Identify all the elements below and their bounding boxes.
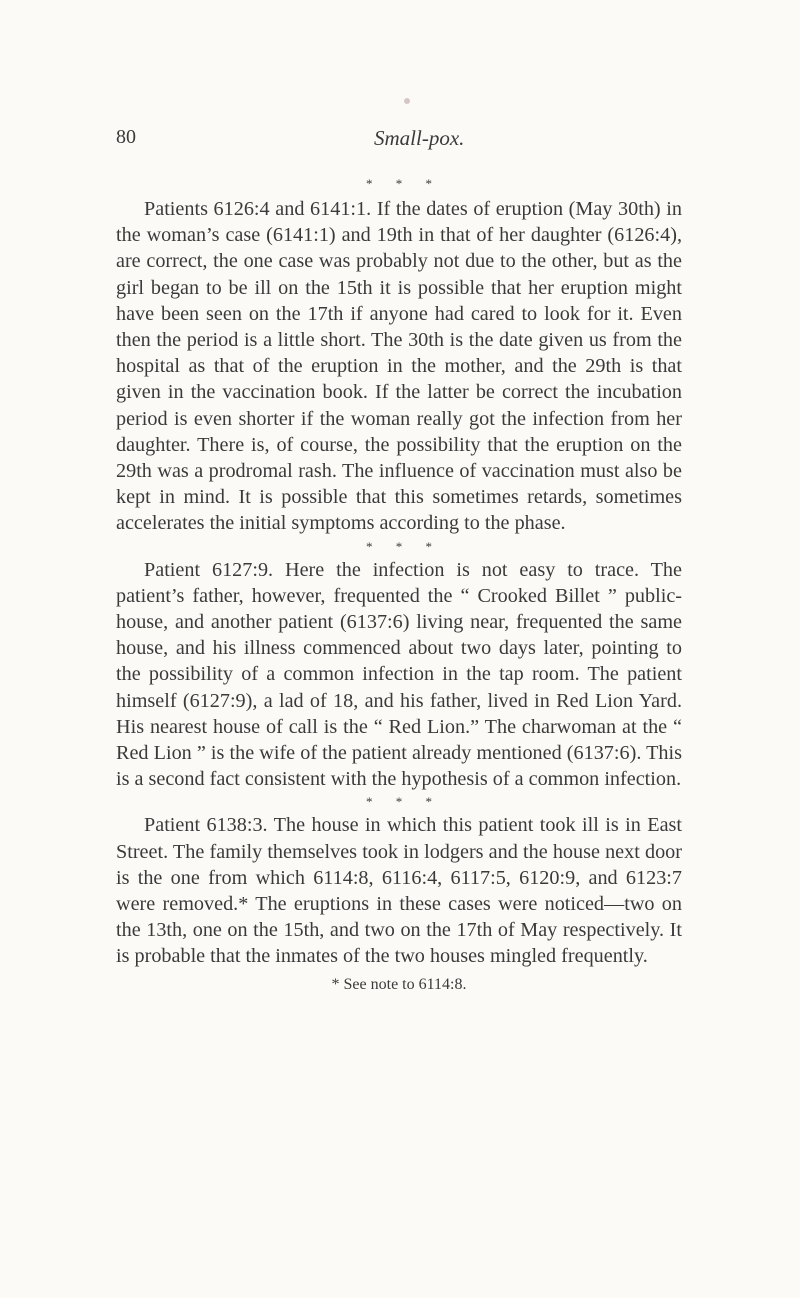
body-text xyxy=(116,176,682,998)
paragraph-patients-6126-6141: Patients 6126:4 and 6141:1. If the dates of eruption (May 30th) in the woman’s case (6141:1) and 19th in that of her daughter (6126:4), are correct, the one case was probably not due to the other, but as the girl began to be ill on the 15th it is possible that her eruption might have been seen on the 17th if anyone had cared to look for it. Even then the period is a little short. The 30th is the date given us from the hospital as that of the eruption in the mother, and the 29th is that given in the vaccination book. If the latter be correct the incubation period is even shorter if the woman really got the infection from her daughter. There is, of course, the possibility that the eruption on the 29th was a prodromal rash. The influence of vaccination must also be kept in mind. It is possible that this sometimes retards, sometimes accelerates the initial symptoms according to the phase. xyxy=(116,198,682,535)
section-separator: * * * xyxy=(366,794,442,810)
section-separator: * * * xyxy=(366,176,442,191)
page-header xyxy=(116,126,636,156)
paragraph-patient-6127: Patient 6127:9. Here the infection is not easy to trace. The patient’s father, however, frequented the “ Crooked Billet ” public-house, and another patient (6137:6) living near, frequented the same house, and his illness commenced about two days later, pointing to the possibility of a common infection in the tap room. The patient himself (6127:9), a lad of 18, and his father, lived in Red Lion Yard. His nearest house of call is the “ Red Lion.” The charwoman at the “ Red Lion ” is the wife of the patient already mentioned (6137:6). This is a second fact consistent with the hypothesis of a common infection. xyxy=(116,558,682,791)
footnote: * See note to 6114:8. xyxy=(331,975,467,993)
paragraph-patient-6138: Patient 6138:3. The house in which this patient took ill is in East Street. The family themselves took in lodgers and the house next door is the one from which 6114:8, 6116:4, 6117:5, 6120:9, and 6123:7 were removed.* The eruptions in these cases were noticed—two on the 13th, one on the 15th, and two on the 17th of May respectively. It is probable that the inmates of the two houses mingled frequently. xyxy=(116,814,682,968)
ink-spot xyxy=(404,98,410,104)
section-separator: * * * xyxy=(366,538,442,554)
page-number: 80 xyxy=(116,126,136,148)
running-title: Small-pox. xyxy=(374,126,465,150)
